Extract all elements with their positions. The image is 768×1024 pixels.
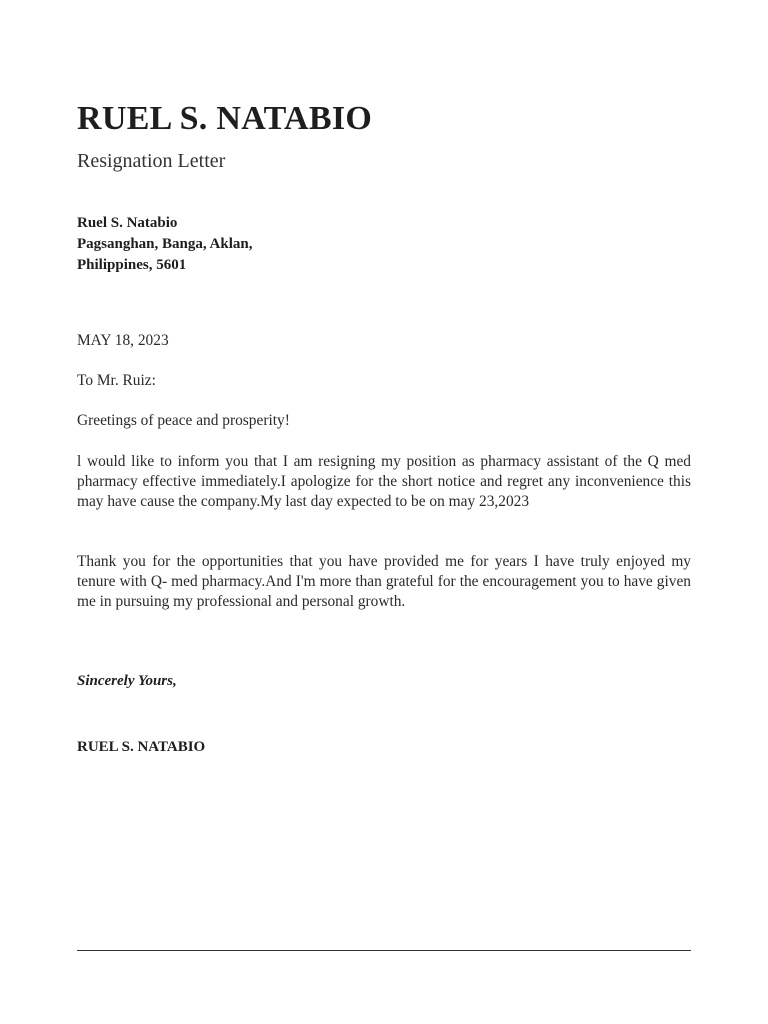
footer-divider bbox=[77, 950, 691, 951]
sender-address-block bbox=[77, 213, 252, 276]
sender-name: Ruel S. Natabio bbox=[77, 215, 178, 231]
letter-date: MAY 18, 2023 bbox=[77, 332, 169, 349]
sender-address-line1: Pagsanghan, Banga, Aklan, bbox=[77, 236, 253, 252]
letter-paragraph-2: Thank you for the opportunities that you have provided me for years I have truly enjoyed my tenure with Q- med pharmacy.And I'm more than grateful for the encouragement you to have given me in pursuing my professional and personal growth. bbox=[77, 553, 691, 610]
sender-address-line2: Philippines, 5601 bbox=[77, 257, 187, 273]
letter-paragraph-1: l would like to inform you that I am resigning my position as pharmacy assistant of the Q med pharmacy effective immediately.I apologize for the short notice and regret any inconvenience this may have cause the company.My last day expected to be on may 23,2023 bbox=[77, 453, 691, 510]
letter-salutation: To Mr. Ruiz: bbox=[77, 372, 156, 389]
letter-signature: RUEL S. NATABIO bbox=[77, 739, 206, 755]
document-subtitle: Resignation Letter bbox=[77, 150, 226, 172]
letter-closing: Sincerely Yours, bbox=[77, 673, 177, 689]
document-title: RUEL S. NATABIO bbox=[77, 100, 373, 137]
letter-greeting: Greetings of peace and prosperity! bbox=[77, 412, 290, 429]
